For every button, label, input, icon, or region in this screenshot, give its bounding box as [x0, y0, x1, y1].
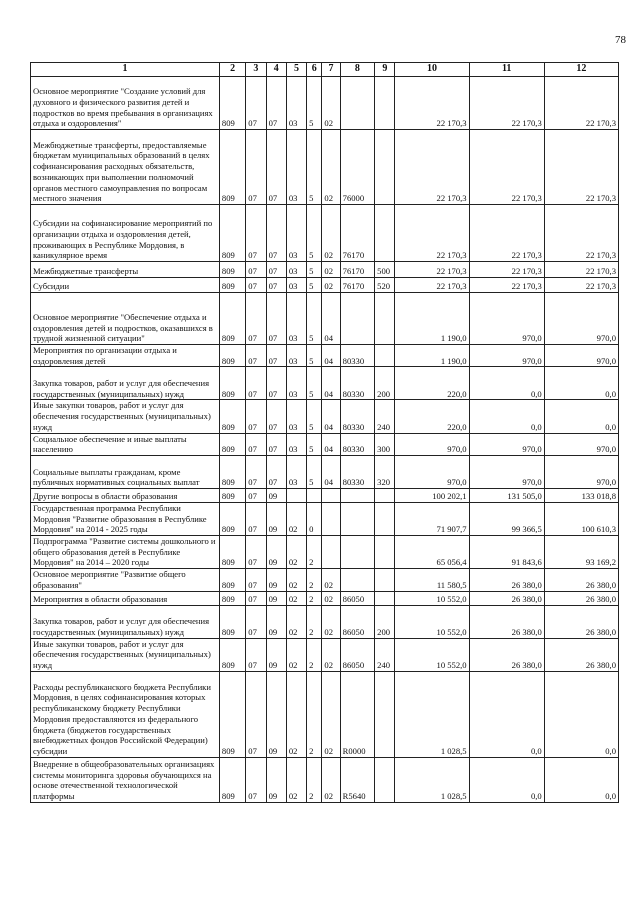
cell-col-10: 10 552,0 — [395, 638, 469, 671]
cell-col-8: 80330 — [340, 455, 375, 488]
column-header: 4 — [266, 63, 286, 77]
cell-col-3: 07 — [246, 205, 266, 262]
cell-col-12: 22 170,3 — [544, 262, 618, 278]
cell-col-10: 22 170,3 — [395, 130, 469, 205]
cell-col-5: 02 — [286, 502, 306, 535]
cell-col-9: 520 — [375, 278, 395, 293]
table-row — [31, 488, 619, 502]
cell-col-3: 07 — [246, 455, 266, 488]
cell-col-6: 5 — [307, 205, 322, 262]
cell-col-12: 26 380,0 — [544, 605, 618, 638]
cell-col-5: 03 — [286, 400, 306, 433]
cell-col-12: 970,0 — [544, 455, 618, 488]
cell-col-4: 07 — [266, 433, 286, 455]
table-row — [31, 569, 619, 591]
cell-col-9 — [375, 502, 395, 535]
row-name: Закупка товаров, работ и услуг для обеспечения государственных (муниципальных) нужд — [31, 605, 220, 638]
cell-col-6 — [307, 488, 322, 502]
cell-col-10: 220,0 — [395, 367, 469, 400]
cell-col-10: 220,0 — [395, 400, 469, 433]
table-row — [31, 757, 619, 802]
table-row — [31, 367, 619, 400]
cell-col-4: 09 — [266, 536, 286, 569]
cell-col-4: 09 — [266, 605, 286, 638]
cell-col-6: 2 — [307, 638, 322, 671]
table-row — [31, 205, 619, 262]
cell-col-11: 26 380,0 — [469, 569, 544, 591]
cell-col-8: 80330 — [340, 345, 375, 367]
cell-col-2: 809 — [219, 130, 245, 205]
cell-col-8: 76000 — [340, 130, 375, 205]
cell-col-9 — [375, 488, 395, 502]
cell-col-2: 809 — [219, 757, 245, 802]
cell-col-3: 07 — [246, 433, 266, 455]
cell-col-5: 02 — [286, 638, 306, 671]
cell-col-10: 970,0 — [395, 433, 469, 455]
cell-col-7: 04 — [322, 367, 340, 400]
cell-col-8: R0000 — [340, 671, 375, 757]
cell-col-2: 809 — [219, 605, 245, 638]
cell-col-10: 970,0 — [395, 455, 469, 488]
cell-col-7: 02 — [322, 130, 340, 205]
cell-col-4: 07 — [266, 455, 286, 488]
cell-col-6: 5 — [307, 262, 322, 278]
cell-col-7 — [322, 488, 340, 502]
page-number: 78 — [615, 34, 626, 46]
cell-col-6: 0 — [307, 502, 322, 535]
cell-col-8: 80330 — [340, 367, 375, 400]
cell-col-11: 0,0 — [469, 367, 544, 400]
cell-col-12: 0,0 — [544, 757, 618, 802]
cell-col-9: 200 — [375, 367, 395, 400]
cell-col-11: 22 170,3 — [469, 205, 544, 262]
cell-col-4: 07 — [266, 293, 286, 345]
cell-col-12: 22 170,3 — [544, 130, 618, 205]
cell-col-11: 0,0 — [469, 671, 544, 757]
cell-col-6: 5 — [307, 77, 322, 130]
row-name: Мероприятия в области образования — [31, 591, 220, 605]
cell-col-9: 240 — [375, 400, 395, 433]
column-header: 7 — [322, 63, 340, 77]
cell-col-4: 09 — [266, 638, 286, 671]
cell-col-9: 320 — [375, 455, 395, 488]
cell-col-12: 133 018,8 — [544, 488, 618, 502]
cell-col-5: 03 — [286, 77, 306, 130]
cell-col-3: 07 — [246, 345, 266, 367]
table-row — [31, 77, 619, 130]
cell-col-4: 07 — [266, 400, 286, 433]
cell-col-11: 970,0 — [469, 433, 544, 455]
cell-col-7: 04 — [322, 293, 340, 345]
cell-col-7: 04 — [322, 345, 340, 367]
cell-col-9: 240 — [375, 638, 395, 671]
cell-col-9 — [375, 757, 395, 802]
cell-col-10: 100 202,1 — [395, 488, 469, 502]
column-header: 11 — [469, 63, 544, 77]
row-name: Межбюджетные трансферты — [31, 262, 220, 278]
row-name: Другие вопросы в области образования — [31, 488, 220, 502]
cell-col-6: 5 — [307, 433, 322, 455]
cell-col-12: 0,0 — [544, 671, 618, 757]
cell-col-3: 07 — [246, 502, 266, 535]
cell-col-11: 22 170,3 — [469, 278, 544, 293]
cell-col-11: 0,0 — [469, 400, 544, 433]
cell-col-3: 07 — [246, 638, 266, 671]
cell-col-4: 07 — [266, 367, 286, 400]
cell-col-4: 07 — [266, 77, 286, 130]
cell-col-5: 03 — [286, 455, 306, 488]
cell-col-11: 91 843,6 — [469, 536, 544, 569]
cell-col-11: 26 380,0 — [469, 638, 544, 671]
cell-col-11: 970,0 — [469, 345, 544, 367]
cell-col-8: 86050 — [340, 605, 375, 638]
cell-col-6: 5 — [307, 130, 322, 205]
cell-col-6: 2 — [307, 757, 322, 802]
cell-col-5: 03 — [286, 205, 306, 262]
cell-col-10: 22 170,3 — [395, 278, 469, 293]
cell-col-7: 02 — [322, 605, 340, 638]
table-row — [31, 591, 619, 605]
cell-col-11: 22 170,3 — [469, 262, 544, 278]
cell-col-9 — [375, 205, 395, 262]
cell-col-3: 07 — [246, 278, 266, 293]
cell-col-8 — [340, 502, 375, 535]
cell-col-12: 970,0 — [544, 433, 618, 455]
cell-col-8 — [340, 488, 375, 502]
cell-col-5: 02 — [286, 536, 306, 569]
cell-col-12: 93 169,2 — [544, 536, 618, 569]
row-name: Подпрограмма "Развитие системы дошкольного и общего образования детей в Республике Мордовия" на 2014 – 2020 годы — [31, 536, 220, 569]
cell-col-4: 09 — [266, 488, 286, 502]
table-row — [31, 400, 619, 433]
cell-col-2: 809 — [219, 367, 245, 400]
row-name: Межбюджетные трансферты, предоставляемые бюджетам муниципальных образований в целях софинансирования расходных обязательств, возникающих при выполнении полномочий органов местного самоуправления по вопросам местного значения — [31, 130, 220, 205]
cell-col-5: 02 — [286, 757, 306, 802]
cell-col-4: 09 — [266, 671, 286, 757]
column-header: 2 — [219, 63, 245, 77]
cell-col-3: 07 — [246, 569, 266, 591]
cell-col-12: 26 380,0 — [544, 591, 618, 605]
cell-col-3: 07 — [246, 367, 266, 400]
cell-col-3: 07 — [246, 77, 266, 130]
cell-col-9: 500 — [375, 262, 395, 278]
cell-col-6: 5 — [307, 400, 322, 433]
table-row — [31, 293, 619, 345]
row-name: Субсидии — [31, 278, 220, 293]
cell-col-8: 80330 — [340, 400, 375, 433]
cell-col-2: 809 — [219, 293, 245, 345]
cell-col-8 — [340, 77, 375, 130]
cell-col-7: 02 — [322, 638, 340, 671]
cell-col-11: 0,0 — [469, 757, 544, 802]
cell-col-7: 02 — [322, 205, 340, 262]
cell-col-9 — [375, 569, 395, 591]
cell-col-4: 07 — [266, 205, 286, 262]
cell-col-11: 26 380,0 — [469, 605, 544, 638]
row-name: Внедрение в общеобразовательных организациях системы мониторинга здоровья обучающихся на основе отечественной технологической платформы — [31, 757, 220, 802]
cell-col-7: 02 — [322, 278, 340, 293]
cell-col-5: 03 — [286, 433, 306, 455]
cell-col-12: 0,0 — [544, 367, 618, 400]
table-body — [31, 77, 619, 803]
cell-col-5: 02 — [286, 569, 306, 591]
cell-col-3: 07 — [246, 671, 266, 757]
cell-col-3: 07 — [246, 262, 266, 278]
row-name: Иные закупки товаров, работ и услуг для обеспечения государственных (муниципальных) нужд — [31, 638, 220, 671]
cell-col-12: 970,0 — [544, 345, 618, 367]
cell-col-9 — [375, 345, 395, 367]
cell-col-6: 2 — [307, 536, 322, 569]
cell-col-12: 22 170,3 — [544, 77, 618, 130]
cell-col-3: 07 — [246, 591, 266, 605]
cell-col-9 — [375, 536, 395, 569]
cell-col-3: 07 — [246, 293, 266, 345]
cell-col-2: 809 — [219, 345, 245, 367]
cell-col-2: 809 — [219, 591, 245, 605]
cell-col-10: 11 580,5 — [395, 569, 469, 591]
cell-col-3: 07 — [246, 130, 266, 205]
cell-col-10: 1 028,5 — [395, 671, 469, 757]
cell-col-4: 07 — [266, 278, 286, 293]
cell-col-6: 5 — [307, 367, 322, 400]
cell-col-8: 76170 — [340, 262, 375, 278]
cell-col-7: 02 — [322, 757, 340, 802]
cell-col-6: 5 — [307, 293, 322, 345]
cell-col-7: 04 — [322, 455, 340, 488]
table-row — [31, 502, 619, 535]
cell-col-8 — [340, 536, 375, 569]
cell-col-11: 22 170,3 — [469, 130, 544, 205]
cell-col-4: 07 — [266, 345, 286, 367]
cell-col-2: 809 — [219, 433, 245, 455]
cell-col-6: 2 — [307, 591, 322, 605]
cell-col-8 — [340, 569, 375, 591]
cell-col-5: 02 — [286, 671, 306, 757]
cell-col-12: 26 380,0 — [544, 638, 618, 671]
cell-col-10: 71 907,7 — [395, 502, 469, 535]
cell-col-7: 02 — [322, 77, 340, 130]
cell-col-10: 22 170,3 — [395, 205, 469, 262]
cell-col-7: 02 — [322, 569, 340, 591]
row-name: Иные закупки товаров, работ и услуг для обеспечения государственных (муниципальных) нужд — [31, 400, 220, 433]
row-name: Субсидии на софинансирование мероприятий по организации отдыха и оздоровления детей, проживающих в Республике Мордовия, в каникулярное время — [31, 205, 220, 262]
cell-col-4: 09 — [266, 502, 286, 535]
cell-col-5: 03 — [286, 293, 306, 345]
row-name: Мероприятия по организации отдыха и оздоровления детей — [31, 345, 220, 367]
cell-col-2: 809 — [219, 569, 245, 591]
table-row — [31, 278, 619, 293]
cell-col-9 — [375, 130, 395, 205]
cell-col-5: 03 — [286, 262, 306, 278]
cell-col-6: 2 — [307, 605, 322, 638]
cell-col-9 — [375, 77, 395, 130]
table-row — [31, 671, 619, 757]
cell-col-11: 26 380,0 — [469, 591, 544, 605]
cell-col-11: 99 366,5 — [469, 502, 544, 535]
cell-col-6: 2 — [307, 671, 322, 757]
column-header: 5 — [286, 63, 306, 77]
cell-col-10: 1 028,5 — [395, 757, 469, 802]
cell-col-9: 300 — [375, 433, 395, 455]
column-header: 1 — [31, 63, 220, 77]
cell-col-11: 970,0 — [469, 293, 544, 345]
cell-col-3: 07 — [246, 757, 266, 802]
cell-col-8: 80330 — [340, 433, 375, 455]
row-name: Социальные выплаты гражданам, кроме публичных нормативных социальных выплат — [31, 455, 220, 488]
cell-col-12: 100 610,3 — [544, 502, 618, 535]
cell-col-2: 809 — [219, 638, 245, 671]
cell-col-12: 22 170,3 — [544, 278, 618, 293]
cell-col-11: 131 505,0 — [469, 488, 544, 502]
cell-col-5: 03 — [286, 278, 306, 293]
column-header: 12 — [544, 63, 618, 77]
row-name: Расходы республиканского бюджета Республики Мордовия, в целях софинансирования которых республиканскому бюджету Республики Мордовия предоставляются из федерального бюджета (бюджетов государственных внебюджетных фондов Российской Федерации) субсидии — [31, 671, 220, 757]
cell-col-4: 09 — [266, 757, 286, 802]
cell-col-5: 02 — [286, 605, 306, 638]
row-name: Социальное обеспечение и иные выплаты населению — [31, 433, 220, 455]
cell-col-2: 809 — [219, 262, 245, 278]
cell-col-12: 26 380,0 — [544, 569, 618, 591]
cell-col-12: 970,0 — [544, 293, 618, 345]
row-name: Основное мероприятие "Создание условий для духовного и физического развития детей и подростков во время пребывания в организациях отдыха и оздоровления" — [31, 77, 220, 130]
cell-col-3: 07 — [246, 400, 266, 433]
cell-col-4: 07 — [266, 262, 286, 278]
cell-col-10: 1 190,0 — [395, 345, 469, 367]
cell-col-2: 809 — [219, 400, 245, 433]
cell-col-5: 03 — [286, 367, 306, 400]
cell-col-10: 22 170,3 — [395, 262, 469, 278]
cell-col-6: 5 — [307, 455, 322, 488]
table-row — [31, 130, 619, 205]
cell-col-11: 22 170,3 — [469, 77, 544, 130]
table-row — [31, 433, 619, 455]
row-name: Закупка товаров, работ и услуг для обеспечения государственных (муниципальных) нужд — [31, 367, 220, 400]
cell-col-5: 03 — [286, 130, 306, 205]
cell-col-5 — [286, 488, 306, 502]
cell-col-2: 809 — [219, 77, 245, 130]
row-name: Государственная программа Республики Мордовия "Развитие образования в Республике Мордовия" на 2014 - 2025 годы — [31, 502, 220, 535]
cell-col-3: 07 — [246, 488, 266, 502]
cell-col-8: 86050 — [340, 638, 375, 671]
cell-col-10: 10 552,0 — [395, 605, 469, 638]
column-header: 10 — [395, 63, 469, 77]
cell-col-8: 86050 — [340, 591, 375, 605]
cell-col-4: 09 — [266, 591, 286, 605]
cell-col-12: 22 170,3 — [544, 205, 618, 262]
cell-col-11: 970,0 — [469, 455, 544, 488]
cell-col-2: 809 — [219, 671, 245, 757]
cell-col-12: 0,0 — [544, 400, 618, 433]
budget-table — [30, 62, 619, 803]
cell-col-4: 07 — [266, 130, 286, 205]
cell-col-2: 809 — [219, 278, 245, 293]
cell-col-5: 03 — [286, 345, 306, 367]
cell-col-10: 1 190,0 — [395, 293, 469, 345]
row-name: Основное мероприятие "Развитие общего образования" — [31, 569, 220, 591]
column-header: 8 — [340, 63, 375, 77]
cell-col-3: 07 — [246, 605, 266, 638]
cell-col-7 — [322, 502, 340, 535]
cell-col-3: 07 — [246, 536, 266, 569]
row-name: Основное мероприятие "Обеспечение отдыха и оздоровления детей и подростков, оказавшихся в трудной жизненной ситуации" — [31, 293, 220, 345]
cell-col-8 — [340, 293, 375, 345]
cell-col-6: 5 — [307, 345, 322, 367]
table-row — [31, 262, 619, 278]
table-row — [31, 638, 619, 671]
cell-col-10: 22 170,3 — [395, 77, 469, 130]
cell-col-7: 04 — [322, 433, 340, 455]
table-row — [31, 605, 619, 638]
column-header: 6 — [307, 63, 322, 77]
cell-col-2: 809 — [219, 502, 245, 535]
cell-col-5: 02 — [286, 591, 306, 605]
cell-col-6: 5 — [307, 278, 322, 293]
column-header: 3 — [246, 63, 266, 77]
cell-col-7: 02 — [322, 591, 340, 605]
cell-col-7 — [322, 536, 340, 569]
cell-col-8: R5640 — [340, 757, 375, 802]
table-row — [31, 536, 619, 569]
cell-col-9 — [375, 293, 395, 345]
cell-col-8: 76170 — [340, 205, 375, 262]
table-row — [31, 345, 619, 367]
cell-col-7: 04 — [322, 400, 340, 433]
column-header: 9 — [375, 63, 395, 77]
cell-col-2: 809 — [219, 536, 245, 569]
cell-col-9 — [375, 671, 395, 757]
table-row — [31, 455, 619, 488]
cell-col-7: 02 — [322, 262, 340, 278]
cell-col-6: 2 — [307, 569, 322, 591]
cell-col-4: 09 — [266, 569, 286, 591]
cell-col-7: 02 — [322, 671, 340, 757]
cell-col-10: 65 056,4 — [395, 536, 469, 569]
cell-col-9 — [375, 591, 395, 605]
cell-col-2: 809 — [219, 488, 245, 502]
cell-col-8: 76170 — [340, 278, 375, 293]
cell-col-9: 200 — [375, 605, 395, 638]
table-header-row — [31, 63, 619, 77]
cell-col-2: 809 — [219, 205, 245, 262]
cell-col-2: 809 — [219, 455, 245, 488]
cell-col-10: 10 552,0 — [395, 591, 469, 605]
